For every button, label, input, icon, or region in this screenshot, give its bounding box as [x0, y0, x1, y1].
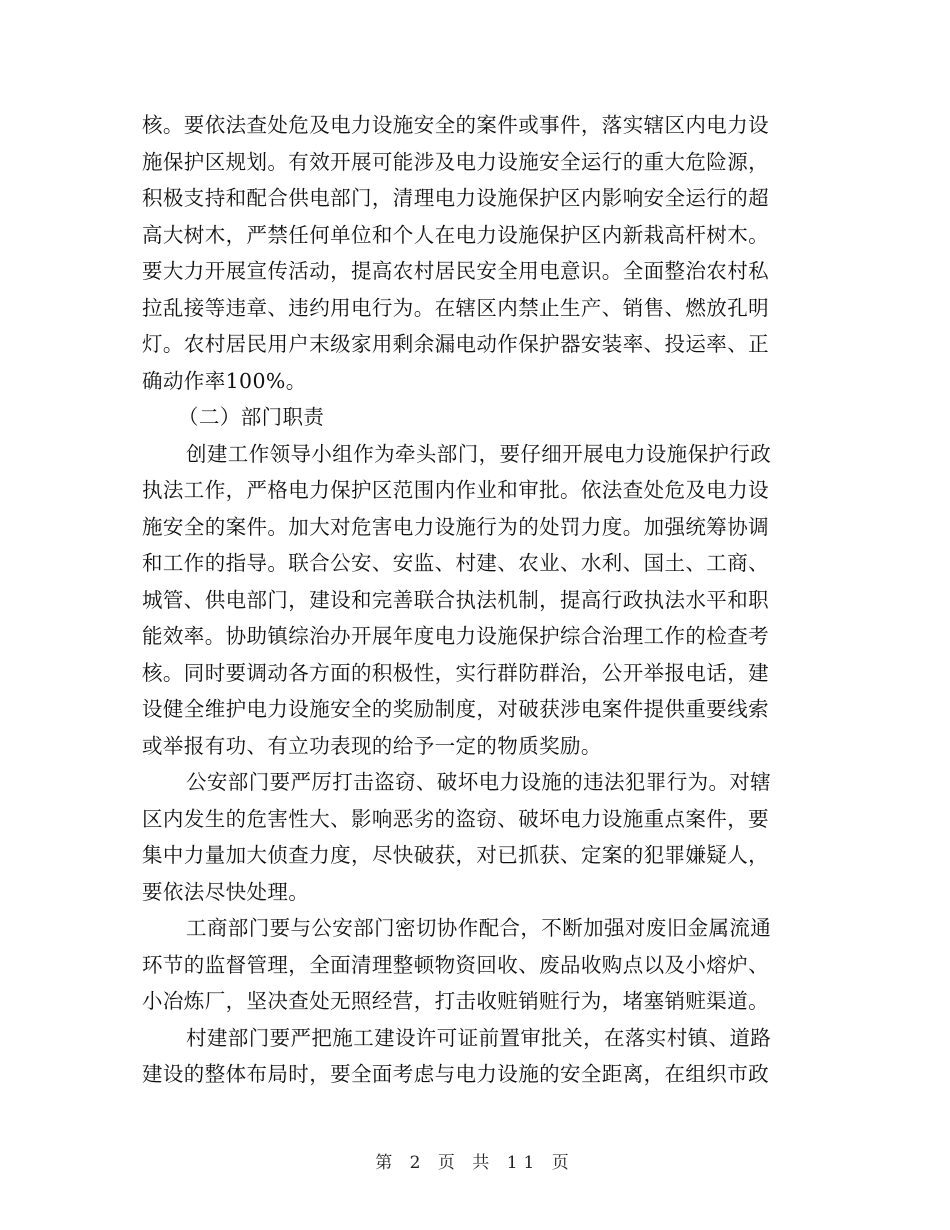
text-line: 集中力量加大侦查力度，尽快破获，对已抓获、定案的犯罪嫌疑人，	[142, 843, 769, 867]
text-line: 村建部门要严把施工建设许可证前置审批关，在落实村镇、道路	[186, 1025, 772, 1050]
text-line: 区内发生的危害性大、影响恶劣的盗窃、破坏电力设施重点案件，要	[142, 806, 769, 831]
text-line: 灯。农村居民用户末级家用剩余漏电动作保护器安装率、投运率、正	[142, 332, 769, 356]
text-line: 施安全的案件。加大对危害电力设施行为的处罚力度。加强统筹协调	[142, 514, 769, 539]
text-line: 确动作率100%。	[142, 368, 307, 393]
text-line: 和工作的指导。联合公安、安监、村建、农业、水利、国土、工商、	[142, 551, 769, 575]
text-line: 建设的整体布局时，要全面考虑与电力设施的安全距离，在组织市政	[142, 1062, 769, 1086]
text-line: 核。要依法查处危及电力设施安全的案件或事件，落实辖区内电力设	[142, 113, 769, 137]
text-line: 环节的监督管理，全面清理整顿物资回收、废品收购点以及小熔炉、	[142, 952, 769, 977]
text-line: 公安部门要严厉打击盗窃、破坏电力设施的违法犯罪行为。对辖	[186, 770, 772, 794]
text-line: 要大力开展宣传活动，提高农村居民安全用电意识。全面整治农村私	[142, 259, 769, 283]
page-footer: 第 2 页 共 11 页	[375, 1153, 575, 1173]
text-line: 要依法尽快处理。	[142, 879, 310, 904]
text-line: 施保护区规划。有效开展可能涉及电力设施安全运行的重大危险源，	[142, 149, 769, 174]
text-line: 高大树木，严禁任何单位和个人在电力设施保护区内新栽高杆树木。	[142, 222, 769, 247]
text-line: 核。同时要调动各方面的积极性，实行群防群治，公开举报电话，建	[142, 660, 769, 685]
text-line: 积极支持和配合供电部门，清理电力设施保护区内影响安全运行的超	[142, 186, 769, 210]
text-line: 创建工作领导小组作为牵头部门，要仔细开展电力设施保护行政	[186, 441, 772, 466]
text-line: 设健全维护电力设施安全的奖励制度，对破获涉电案件提供重要线索	[142, 697, 769, 721]
text-line: 执法工作，严格电力保护区范围内作业和审批。依法查处危及电力设	[142, 478, 769, 502]
text-line: 城管、供电部门，建设和完善联合执法机制，提高行政执法水平和职	[142, 587, 769, 612]
text-line: 拉乱接等违章、违约用电行为。在辖区内禁止生产、销售、燃放孔明	[142, 295, 769, 320]
text-line: 小冶炼厂，坚决查处无照经营，打击收赃销赃行为，堵塞销赃渠道。	[142, 989, 769, 1013]
text-line: 工商部门要与公安部门密切协作配合，不断加强对废旧金属流通	[186, 916, 772, 940]
text-line: 能效率。协助镇综治办开展年度电力设施保护综合治理工作的检查考	[142, 624, 769, 648]
document-body	[142, 107, 802, 1093]
text-line: 或举报有功、有立功表现的给予一定的物质奖励。	[142, 733, 602, 758]
section-heading: （二）部门职责	[178, 405, 325, 429]
